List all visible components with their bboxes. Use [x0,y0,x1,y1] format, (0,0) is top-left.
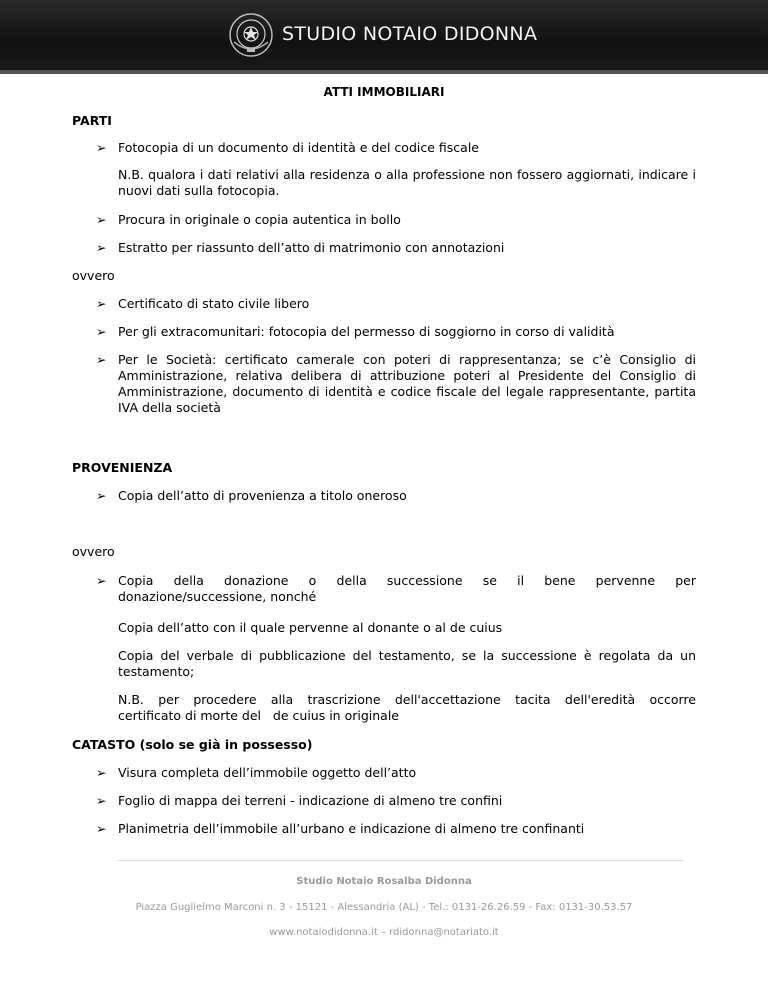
arrow-bullet-icon: ➢ [96,573,107,588]
section-heading-catasto: CATASTO (solo se già in possesso) [72,737,313,752]
footer-web-contact: www.notaiodidonna.it – rdidonna@notariato.it [269,927,499,938]
arrow-bullet-icon: ➢ [96,352,107,367]
arrow-bullet-icon: ➢ [96,488,107,503]
footer-address: Piazza Guglielmo Marconi n. 3 - 15121 - Alessandria (AL) - Tel.: 0131-26.26.59 - Fax: 0131-30.53.57 [135,902,633,913]
paragraph: Copia del verbale di pubblicazione del testamento, se la successione è regolata da un testamento; [118,648,696,679]
section-heading-parti: PARTI [72,113,112,128]
document-title: ATTI IMMOBILIARI [323,85,445,99]
paragraph: Copia dell’atto con il quale pervenne al donante o al de cuius [118,620,503,635]
arrow-bullet-icon: ➢ [96,821,107,836]
letterhead-title: STUDIO NOTAIO DIDONNA [282,23,538,45]
footer-studio-name: Studio Notaio Rosalba Didonna [296,876,472,887]
ovvero-label: ovvero [72,544,115,559]
list-item: ➢ Copia della donazione o della successione se il bene pervenne per donazione/successione, nonché [96,573,696,604]
arrow-bullet-icon: ➢ [96,793,107,808]
note-paragraph-line: certificato di morte del de cuius in originale [118,708,399,723]
arrow-bullet-icon: ➢ [96,324,107,339]
arrow-bullet-icon: ➢ [96,212,107,227]
ovvero-label: ovvero [72,268,115,283]
arrow-bullet-icon: ➢ [96,140,107,155]
note-paragraph-line: N.B. per procedere alla trascrizione dell'accettazione tacita dell'eredità occorre [118,692,696,707]
italian-republic-emblem-icon [228,12,274,58]
footer-divider [118,860,684,861]
letterhead-divider [0,70,768,74]
section-heading-provenienza: PROVENIENZA [72,460,173,475]
arrow-bullet-icon: ➢ [96,240,107,255]
arrow-bullet-icon: ➢ [96,296,107,311]
note-paragraph: N.B. qualora i dati relativi alla residenza o alla professione non fossero aggiornati, indicare i nuovi dati sulla fotocopia. [118,167,696,198]
arrow-bullet-icon: ➢ [96,765,107,780]
